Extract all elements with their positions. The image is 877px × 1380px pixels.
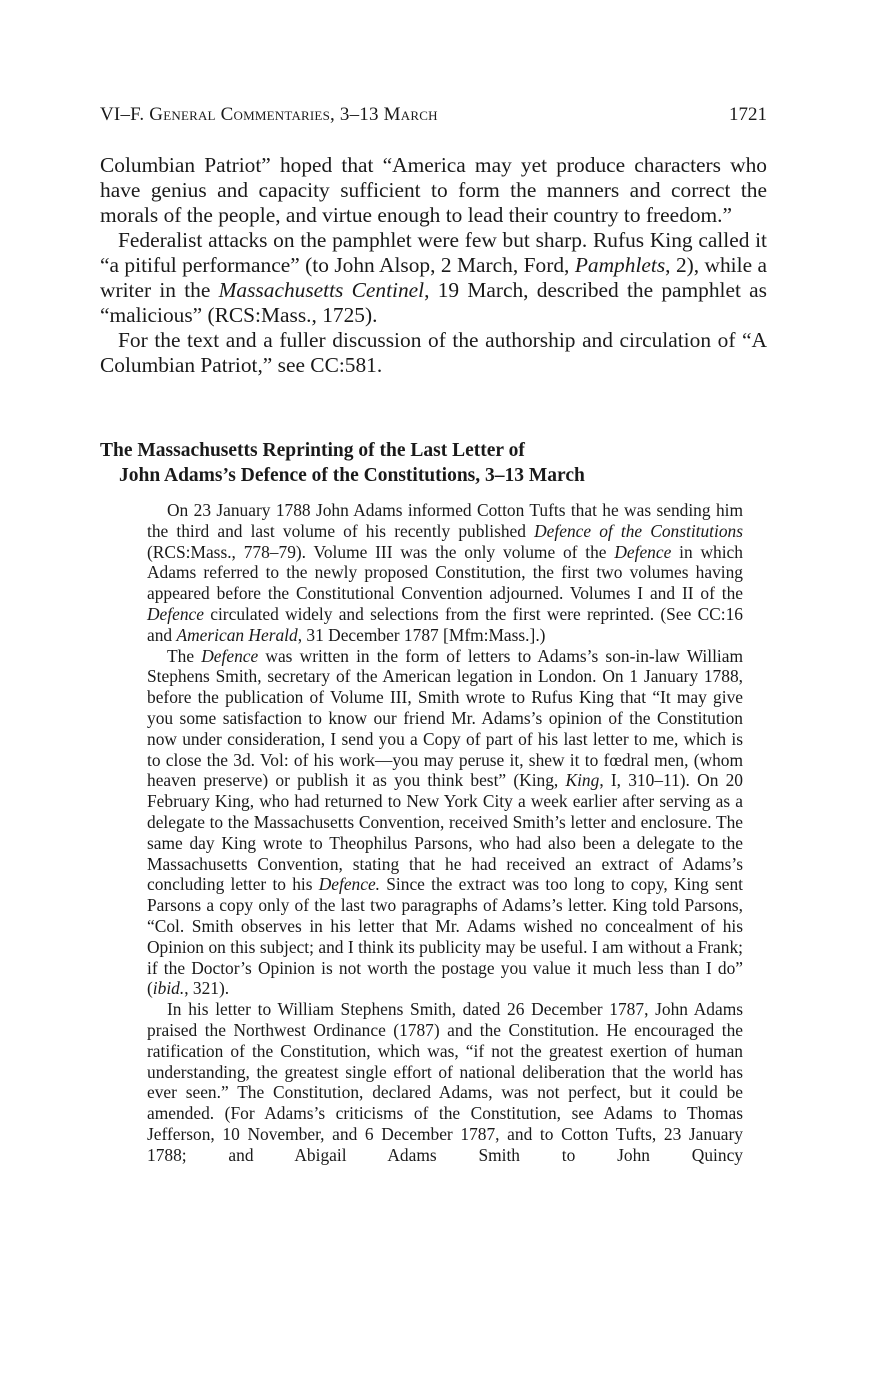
body-paragraph-1 xyxy=(147,500,743,646)
section-heading xyxy=(100,438,767,488)
intro-paragraph-2 xyxy=(100,228,767,328)
p1-italic-h: American Herald xyxy=(176,624,298,645)
p1-italic-d: Defence xyxy=(614,541,672,562)
p2-text-a: The xyxy=(167,645,202,666)
body-paragraph-2 xyxy=(147,646,743,1000)
intro-p2-italic-centinel: Massachusetts Centinel xyxy=(218,278,425,302)
p1-text-c: (RCS:Mass., 778–79). Volume III was the only volume of the xyxy=(147,541,615,562)
p1-text-g: circulated widely and selections from the first were reprinted. (See CC:16 and xyxy=(147,603,743,645)
p1-italic-b: Defence of the Constitutions xyxy=(534,520,744,541)
section-heading-line-2: John Adams’s Defence of the Constitutions, 3–13 March xyxy=(119,465,585,486)
p2-italic-b: Defence xyxy=(201,645,259,666)
page-number: 1721 xyxy=(729,104,767,125)
running-head xyxy=(100,104,767,132)
p2-text-e: , I, 310–11). On 20 February King, who had returned to New York City a week earlier after serving as a delegate to the Massachusetts Convention, received Smith’s letter and enclosure. The same day King wrote to Theophilus Parsons, who had also been a delegate to the Massachusetts Convention, stating that he had received an extract of Adams’s concluding letter to his xyxy=(147,770,743,895)
p2-text-i: , 321). xyxy=(184,978,230,999)
p1-italic-f: Defence xyxy=(147,603,204,624)
p2-italic-f: Defence. xyxy=(318,874,381,895)
section-heading-line-1: The Massachusetts Reprinting of the Last Letter of xyxy=(100,440,525,461)
p1-text-i: , 31 December 1787 [Mfm:Mass.].) xyxy=(297,624,546,645)
intro-p2-text-e: , 19 March, described the pamphlet as “malicious” (RCS:Mass., 1725). xyxy=(100,278,767,327)
section-body xyxy=(147,500,743,1166)
p1-text-a: On 23 January 1788 John Adams informed Cotton Tufts that he was sending him the third and last volume of his recently published xyxy=(147,500,743,541)
p2-text-g: Since the extract was too long to copy, King sent Parsons a copy only of the last two paragraphs of Adams’s letter. King told Parsons, “Col. Smith observes in his letter that Mr. Adams wished no concealment of his Opinion on this subject; and I think its publicity may be useful. I am without a Frank; if the Doctor’s Opinion is not worth the postage you value it much less than I do” ( xyxy=(147,874,743,999)
intro-paragraph-1: Columbian Patriot” hoped that “America may yet produce characters who have genius and capacity sufficient to form the manners and correct the morals of the people, and virtue enough to lead their country to freedom.” xyxy=(100,153,767,227)
intro-p2-text-c: , 2), while a writer in the xyxy=(100,253,767,302)
p1-text-e: in which Adams referred to the newly proposed Constitution, the first two volumes having appeared before the Constitutional Convention adjourned. Volumes I and II of the xyxy=(147,541,743,604)
intro-text xyxy=(100,153,767,378)
p2-italic-h: ibid. xyxy=(152,978,185,999)
p2-text-c: was written in the form of letters to Adams’s son-in-law William Stephens Smith, secretary of the American legation in London. On 1 January 1788, before the publication of Volume III, Smith wrote to Rufus King that “It may give you some satisfaction to know our friend Mr. Adams’s opinion of the Constitution now under consideration, I send you a Copy of part of his last letter to me, which is to close the 3d. Vol: of his work—you may peruse it, shew it to fœdral men, (whom heaven preserve) or publish it as you think best” (King, xyxy=(147,645,743,791)
intro-p2-text-a: Federalist attacks on the pamphlet were few but sharp. Rufus King called it “a pitiful performance” (to John Alsop, 2 March, Ford, xyxy=(100,228,767,277)
intro-paragraph-3: For the text and a fuller discussion of the authorship and circulation of “A Columbian Patriot,” see CC:581. xyxy=(100,328,767,377)
running-head-title: VI–F. General Commentaries, 3–13 March xyxy=(100,104,438,125)
body-paragraph-3: In his letter to William Stephens Smith, dated 26 December 1787, John Adams praised the Northwest Ordinance (1787) and the Constitution. He encouraged the ratification of the Constitution, which was, “if not the greatest exertion of human understanding, the greatest single effort of national deliberation that the world has ever seen.” The Constitution, declared Adams, was not perfect, but it could be amended. (For Adams’s criticisms of the Constitution, see Adams to Thomas Jefferson, 10 November, and 6 December 1787, and to Cotton Tufts, 23 January 1788; and Abigail Adams Smith to John Quincy xyxy=(147,999,743,1165)
p2-italic-d: King xyxy=(565,770,600,791)
intro-p2-italic-pamphlets: Pamphlets xyxy=(574,253,666,277)
